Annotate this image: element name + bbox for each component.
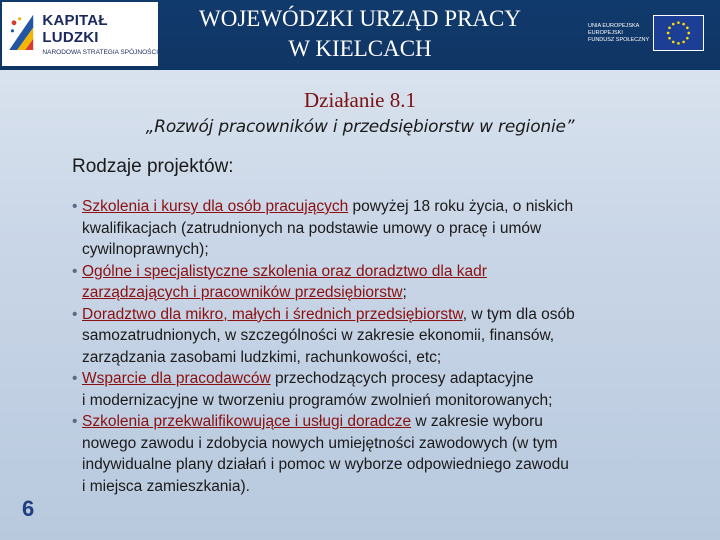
highlight-text: Szkolenia i kursy dla osób pracujących [82,198,349,215]
eu-flag-icon [653,15,704,51]
item-text: kwalifikacjach (zatrudnionych na podstawie umowy o pracę i umów [82,219,542,237]
section-heading: Rodzaje projektów: [72,156,234,177]
highlight-text: Wsparcie dla pracodawców [82,370,271,387]
project-types-list [66,196,716,497]
eu-logo-line1: UNIA EUROPEJSKA [588,22,640,29]
item-text: i miejsca zamieszkania). [82,477,250,495]
logo-subtitle: NARODOWA STRATEGIA SPÓJNOŚCI [42,49,158,56]
page-title [160,4,560,64]
eu-logo-line3: FUNDUSZ SPOŁECZNY [588,36,650,43]
list-item [66,261,716,304]
action-title: Działanie 8.1 [304,88,416,112]
kapital-ludzki-logo [2,2,158,66]
item-text: przechodzących procesy adaptacyjne [270,370,534,387]
page-title-line2: W KIELCACH [288,36,432,61]
highlight-text: Szkolenia przekwalifikowujące i usługi doradcze [82,413,412,430]
item-text: , w tym dla osób [462,305,575,323]
item-text: indywidualne plany działań i pomoc w wyborze odpowiedniego zawodu [82,456,569,473]
slide-number: 6 [22,496,35,521]
list-item [66,411,716,497]
item-text: ; [402,284,407,301]
kapital-ludzki-mark-icon [6,6,36,62]
header-bar [0,0,720,70]
list-item [66,196,716,261]
highlight-text: Ogólne i specjalistyczne szkolenia oraz doradztwo dla kadr [82,262,487,280]
bullet-icon: • [72,262,78,280]
item-text: powyżej 18 roku życia, o niskich [348,198,574,215]
highlight-text: zarządzających i pracowników przedsiębiorstw [82,284,403,301]
item-text: i modernizacyjne w tworzeniu programów zwolnień monitorowanych; [82,391,553,409]
logo-title: KAPITAŁ LUDZKI [42,12,108,46]
item-text: cywilnoprawnych); [82,241,209,258]
bullet-icon: • [72,413,78,430]
highlight-text: Doradztwo dla mikro, małych i średnich przedsiębiorstw [82,305,463,323]
bullet-icon: • [72,305,78,323]
eu-logo-line2: EUROPEJSKI [588,29,623,36]
eu-logo [588,14,704,52]
action-subtitle: „Rozwój pracowników i przedsiębiorstw w regionie” [145,117,575,137]
bullet-icon: • [72,198,78,215]
bullet-icon: • [72,370,78,387]
item-text: zarządzania zasobami ludzkimi, rachunkowości, etc; [82,348,442,366]
item-text: nowego zawodu i zdobycia nowych umiejętności zawodowych (w tym [82,434,558,452]
item-text: samozatrudnionych, w szczególności w zakresie ekonomii, finansów, [82,327,555,344]
list-item [66,304,716,369]
item-text: w zakresie wyboru [411,413,543,430]
page-title-line1: WOJEWÓDZKI URZĄD PRACY [199,6,521,31]
list-item [66,368,716,411]
